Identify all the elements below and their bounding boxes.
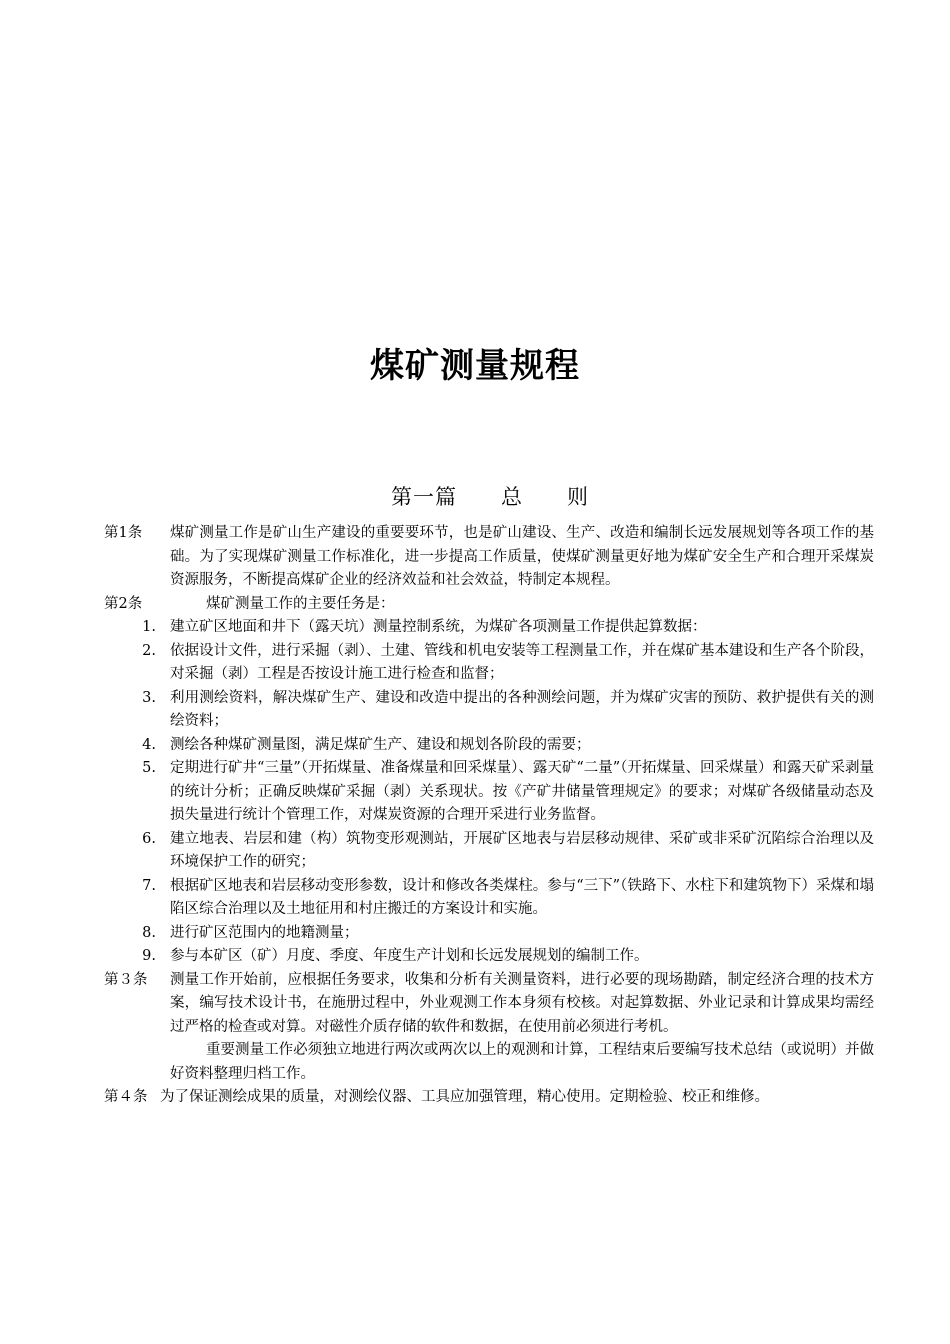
list-item xyxy=(104,640,874,687)
article-text: 煤矿测量工作是矿山生产建设的重要要环节，也是矿山建设、生产、改造和编制长远发展规划等各项工作的基础。为了实现煤矿测量工作标准化，进一步提高工作质量，使煤矿测量更好地为煤矿安全生产和合理开采煤炭资源服务，不断提高煤矿企业的经济效益和社会效益，特制定本规程。 xyxy=(170,525,874,588)
list-item xyxy=(104,757,874,828)
document-body xyxy=(104,522,874,1110)
article-4 xyxy=(104,1086,874,1110)
list-item-number: 4. xyxy=(142,736,156,753)
article-2 xyxy=(104,593,874,617)
article-label: 第2条 xyxy=(104,595,143,612)
article-label: 第３条 xyxy=(104,971,148,988)
list-item-text: 进行矿区范围内的地籍测量； xyxy=(170,924,359,941)
list-item-number: 2. xyxy=(142,642,156,659)
list-item-number: 3. xyxy=(142,689,156,706)
list-item xyxy=(104,734,874,758)
list-item xyxy=(104,616,874,640)
list-item-text: 建立地表、岩层和建（构）筑物变形观测站，开展矿区地表与岩层移动规律、采矿或非采矿沉陷综合治理以及环境保护工作的研究； xyxy=(170,830,874,870)
list-item-text: 建立矿区地面和井下（露天坑）测量控制系统，为煤矿各项测量工作提供起算数据： xyxy=(170,619,707,635)
article-text: 测量工作开始前，应根据任务要求，收集和分析有关测量资料，进行必要的现场勘踏，制定经济合理的技术方案，编写技术设计书，在施册过程中，外业观测工作本身须有校核。对起算数据、外业记录和计算成果均需经过严格的检查或对算。对磁性介质存储的软件和数据，在使用前必须进行考机。 xyxy=(170,971,874,1035)
list-item-number: 5. xyxy=(142,760,156,776)
list-item-text: 利用测绘资料，解决煤矿生产、建设和改造中提出的各种测绘问题，并为煤矿灾害的预防、救护提供有关的测绘资料； xyxy=(170,689,874,729)
list-item-number: 1. xyxy=(142,619,156,635)
list-item xyxy=(104,875,874,922)
list-item-text: 测绘各种煤矿测量图，满足煤矿生产、建设和规划各阶段的需要； xyxy=(170,736,591,753)
list-item xyxy=(104,922,874,946)
list-item-text: 参与本矿区（矿）月度、季度、年度生产计划和长远发展规划的编制工作。 xyxy=(170,948,649,964)
list-item xyxy=(104,828,874,875)
article-lead: 煤矿测量工作的主要任务是： xyxy=(206,595,395,612)
article-1 xyxy=(104,522,874,593)
article-text-second-paragraph: 重要测量工作必须独立地进行两次或两次以上的观测和计算，工程结束后要编写技术总结（或说明）并做好资料整理归档工作。 xyxy=(170,1042,874,1082)
part-title: 第一篇 总 则 xyxy=(391,485,589,509)
list-item xyxy=(104,687,874,734)
article-label: 第４条 xyxy=(104,1089,148,1105)
list-item-number: 9. xyxy=(142,948,156,964)
list-item-number: 8. xyxy=(142,924,156,941)
document-title: 煤矿测量规程 xyxy=(370,346,580,386)
list-item xyxy=(104,945,874,969)
list-item-text: 定期进行矿井“三量”（开拓煤量、准备煤量和回采煤量）、露天矿“二量”（开拓煤量、回采煤量）和露天矿采剥量的统计分析；正确反映煤矿采掘（剥）关系现状。按《产矿井储量管理规定》的要求；对煤矿各级储量动态及损失量进行统计个管理工作，对煤炭资源的合理开采进行业务监督。 xyxy=(170,760,874,823)
list-item-number: 7. xyxy=(142,877,156,894)
list-item-text: 依据设计文件，进行采掘（剥）、土建、管线和机电安装等工程测量工作，并在煤矿基本建设和生产各个阶段，对采掘（剥）工程是否按设计施工进行检查和监督； xyxy=(170,642,874,682)
article-3 xyxy=(104,969,874,1087)
list-item-number: 6. xyxy=(142,830,156,847)
list-item-text: 根据矿区地表和岩层移动变形参数，设计和修改各类煤柱。参与“三下”（铁路下、水柱下和建筑物下）采煤和塌陷区综合治理以及土地征用和村庄搬迁的方案设计和实施。 xyxy=(170,877,874,917)
article-text: 为了保证测绘成果的质量，对测绘仪器、工具应加强管理，精心使用。定期检验、校正和维修。 xyxy=(160,1089,769,1105)
article-label: 第1条 xyxy=(104,525,143,541)
